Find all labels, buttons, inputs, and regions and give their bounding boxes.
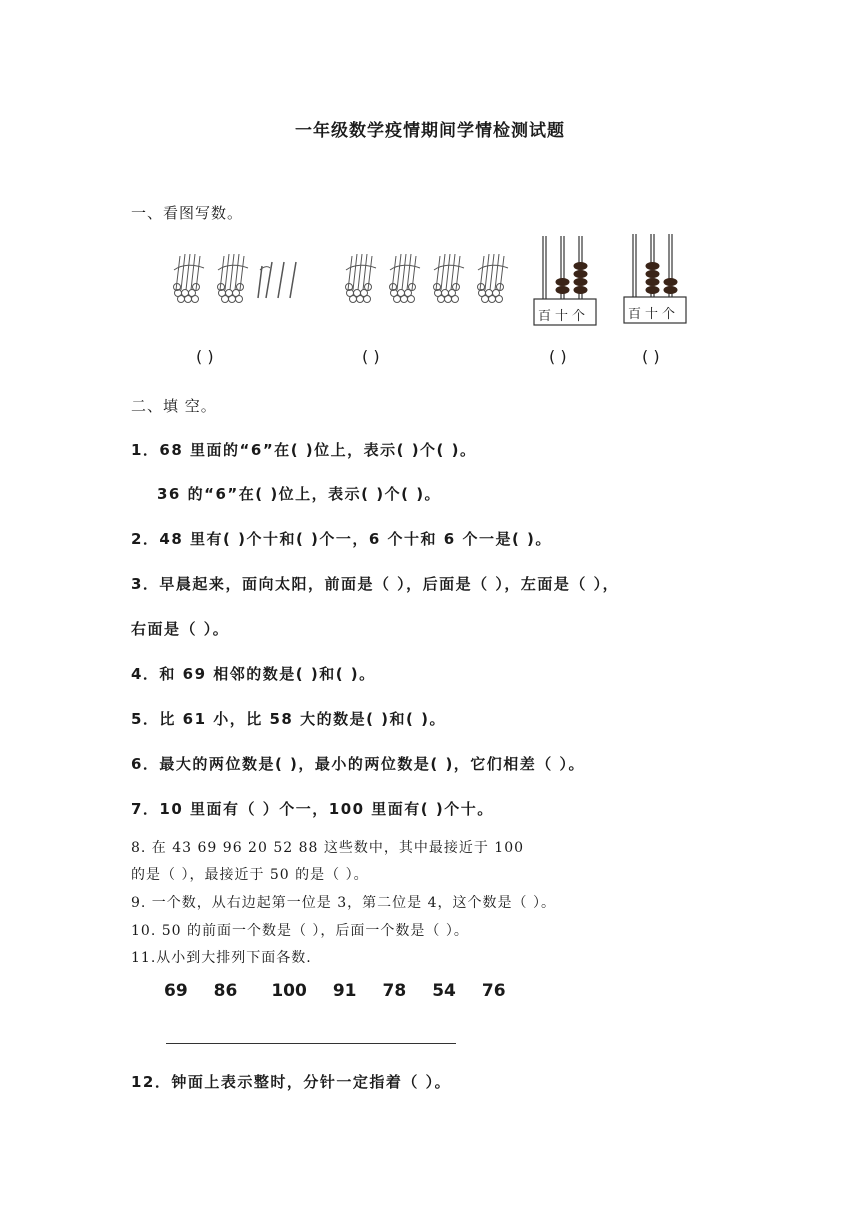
abacus-label-hundreds: 百 [538,309,556,324]
bead [646,262,660,270]
question-8b: 的是（ ），最接近于 50 的是（ ）。 [131,867,369,883]
abacus-label-tens: 十 [645,307,663,322]
bead [646,270,660,278]
bead [556,278,570,286]
bead [574,286,588,294]
number-item: 100 [271,981,307,1001]
answer-blank-2[interactable]: ( ) [362,347,380,366]
question-2: 2．48 里有( )个十和( )个一，6 个十和 6 个一是( )。 [131,530,552,548]
number-item: 91 [332,981,357,1001]
abacus-2 [623,230,687,326]
bead [646,286,660,294]
bead [664,278,678,286]
bead [574,270,588,278]
question-12: 12．钟面上表示整时，分针一定指着（ ）。 [131,1073,452,1091]
abacus-label-ones: 个 [572,309,590,324]
question-3a: 3．早晨起来，面向太阳，前面是（ ），后面是（ ），左面是（ ）， [131,575,620,593]
bundle-1 [174,254,205,303]
abacus-label-hundreds: 百 [628,307,646,322]
abacus-label-ones: 个 [662,307,680,322]
question-11: 11.从小到大排列下面各数. [131,950,312,966]
stick-bundles-picture-1 [168,248,308,308]
section-1-heading: 一、看图写数。 [131,204,244,222]
question-4: 4．和 69 相邻的数是( )和( )。 [131,665,376,683]
number-item: 69 [164,981,188,1001]
number-item: 76 [481,981,506,1001]
stick-bundles-picture-2 [340,246,525,310]
question-3b: 右面是（ ）。 [131,620,230,638]
question-8a: 8. 在 43 69 96 20 52 88 这些数中，其中最接近于 100 [131,840,525,856]
answer-blank-4[interactable]: ( ) [642,347,660,366]
section-2-heading: 二、填 空。 [131,397,217,415]
page-title: 一年级数学疫情期间学情检测试题 [295,121,565,141]
answer-blank-3[interactable]: ( ) [549,347,567,366]
bead [574,278,588,286]
bead [664,286,678,294]
question-1a: 1．68 里面的“6”在( )位上，表示( )个( )。 [131,441,477,459]
answer-line-q11[interactable] [166,1043,456,1044]
answer-blank-1[interactable]: ( ) [196,347,214,366]
number-item: 86 [213,981,238,1001]
abacus-1 [533,232,597,328]
question-11-numbers [164,981,532,1001]
question-10: 10. 50 的前面一个数是（ ），后面一个数是（ ）。 [131,923,469,939]
bead [556,286,570,294]
bead [646,278,660,286]
number-item: 54 [432,981,456,1001]
question-5: 5．比 61 小，比 58 大的数是( )和( )。 [131,710,446,728]
question-6: 6．最大的两位数是( )，最小的两位数是( )，它们相差（ ）。 [131,755,586,773]
question-7: 7．10 里面有（ ）个一，100 里面有( )个十。 [131,800,494,818]
question-1b: 36 的“6”在( )位上，表示( )个( )。 [157,485,442,503]
bead [574,262,588,270]
number-item: 78 [382,981,407,1001]
abacus-label-tens: 十 [555,309,573,324]
bundle-2 [218,254,249,303]
question-9: 9. 一个数，从右边起第一位是 3，第二位是 4，这个数是（ ）。 [131,895,556,911]
